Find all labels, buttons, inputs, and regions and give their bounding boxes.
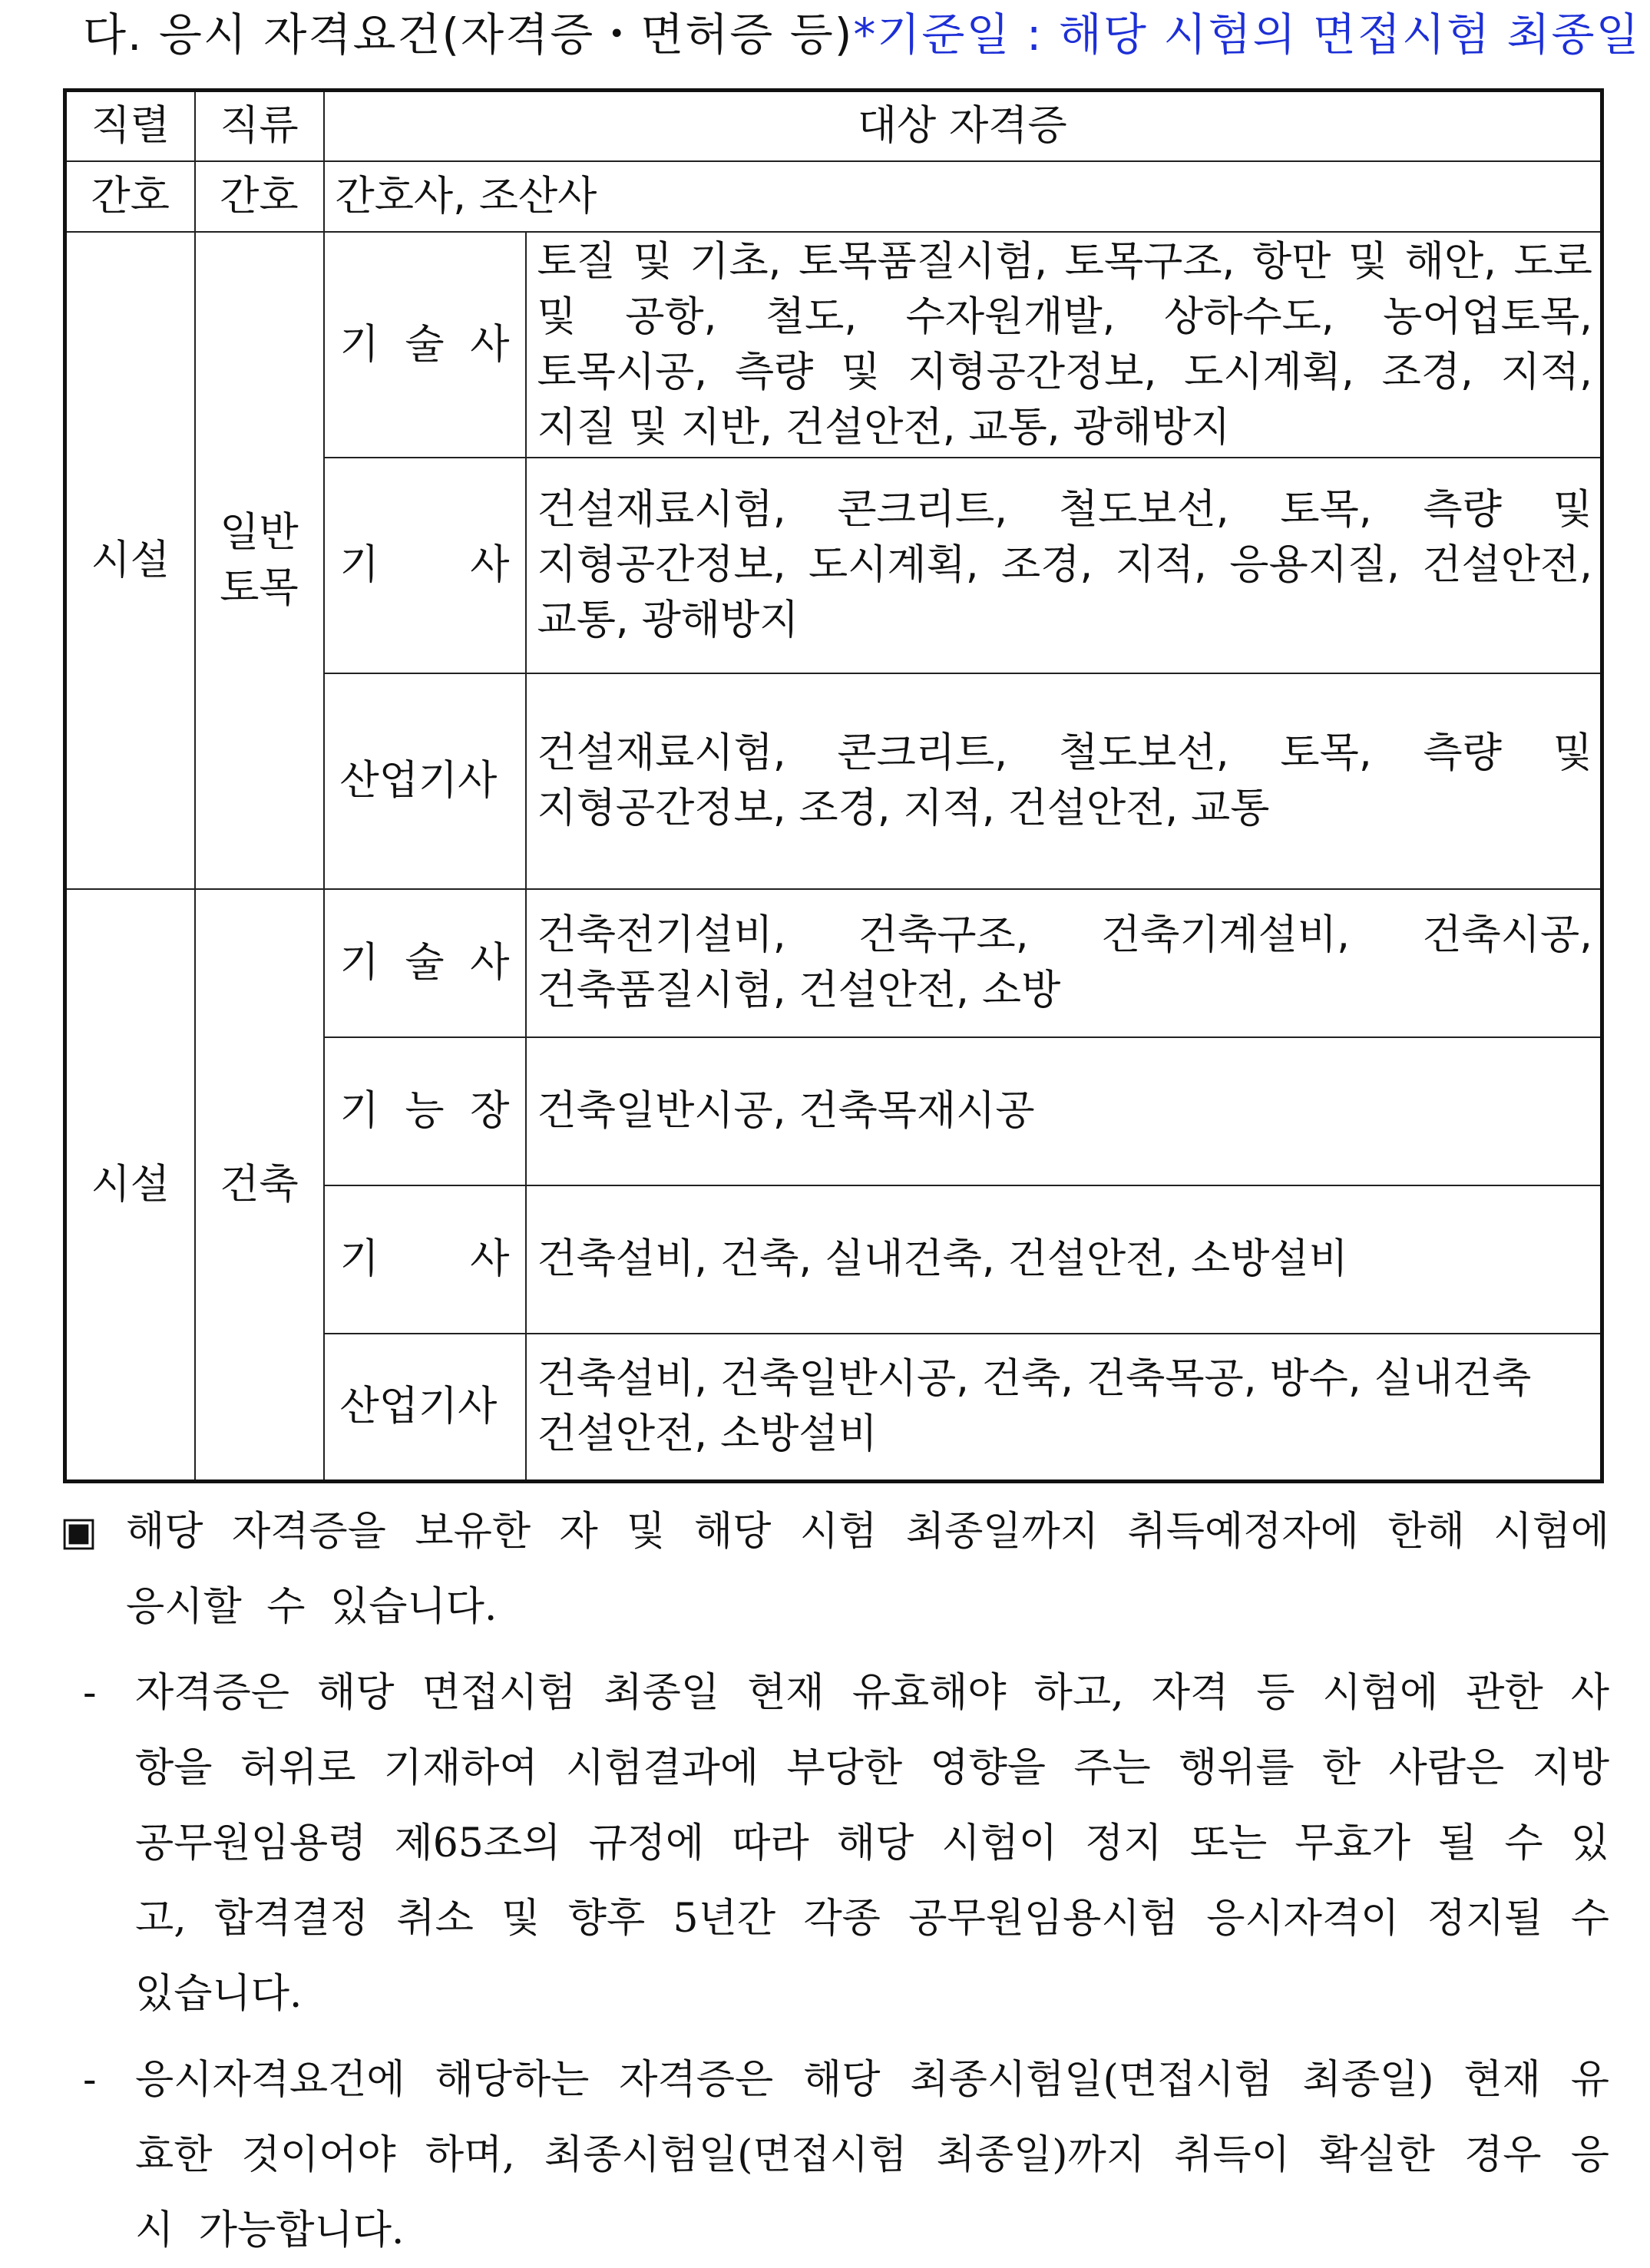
- certs-cell: 건축설비, 건축일반시공, 건축, 건축목공, 방수, 실내건축 건설안전, 소방설비: [526, 1334, 1602, 1482]
- heading-title: 다. 응시 자격요건(자격증・면허증 등): [83, 8, 854, 61]
- grade-cell: [324, 673, 526, 889]
- sub-note: [60, 1655, 1609, 2032]
- table-row: [65, 232, 1602, 458]
- series-cell: 시설: [65, 889, 195, 1482]
- grade-cell: [324, 458, 526, 673]
- grade-label: 기 술 사: [339, 320, 510, 368]
- grade-label: 기 사: [339, 541, 510, 588]
- table-header-row: [65, 91, 1602, 161]
- grade-cell: [324, 232, 526, 458]
- class-cell: 일반 토목: [195, 232, 324, 889]
- dash-bullet: -: [83, 1670, 97, 1716]
- qualification-table: [63, 88, 1604, 1483]
- certs-cell: 건축설비, 건축, 실내건축, 건설안전, 소방설비: [526, 1185, 1602, 1334]
- sub-note: [60, 2042, 1609, 2268]
- header-target-certs: 대상 자격증: [324, 91, 1602, 161]
- sub-note-text: 응시자격요건에 해당하는 자격증은 해당 최종시험일(면접시험 최종일) 현재 유효한 것이어야 하며, 최종시험일(면접시험 최종일)까지 취득이 확실한 경우 응시 가능합니다.: [135, 2057, 1609, 2253]
- grade-cell: [324, 1037, 526, 1185]
- main-note-text: 해당 자격증을 보유한 자 및 해당 시험 최종일까지 취득예정자에 한해 시험에 응시할 수 있습니다.: [126, 1509, 1609, 1630]
- grade-label: 기 술 사: [339, 939, 510, 986]
- certs-cell: 건축일반시공, 건축목재시공: [526, 1037, 1602, 1185]
- series-cell: 간호: [65, 161, 195, 232]
- class-cell: 간호: [195, 161, 324, 232]
- grade-label: 기 사: [339, 1235, 510, 1282]
- grade-label: 산업기사: [339, 757, 498, 804]
- sub-note-text: 자격증은 해당 면접시험 최종일 현재 유효해야 하고, 자격 등 시험에 관한 사항을 허위로 기재하여 시험결과에 부당한 영향을 주는 행위를 한 사람은 지방공무원임용령 제65조의 규정에 따라 해당 시험이 정지 또는 무효가 될 수 있고, 합격결정 취소 및 향후 5년간 각종 공무원임용시험 응시자격이 정지될 수 있습니다.: [135, 1670, 1609, 2017]
- certs-cell: 간호사, 조산사: [324, 161, 1602, 232]
- certs-cell: 건설재료시험, 콘크리트, 철도보선, 토목, 측량 및 지형공간정보, 조경, 지적, 건설안전, 교통: [526, 673, 1602, 889]
- certs-cell: 토질 및 기초, 토목품질시험, 토목구조, 항만 및 해안, 도로 및 공항, 철도, 수자원개발, 상하수도, 농어업토목, 토목시공, 측량 및 지형공간정보, 도시계획, 조경, 지적, 지질 및 지반, 건설안전, 교통, 광해방지: [526, 232, 1602, 458]
- class-cell: 건축: [195, 889, 324, 1482]
- dash-bullet: -: [83, 2057, 97, 2103]
- grade-cell: [324, 1185, 526, 1334]
- grade-label: 산업기사: [339, 1383, 498, 1430]
- header-class: 직류: [195, 91, 324, 161]
- table-row: [65, 889, 1602, 1037]
- grade-label: 기 능 장: [339, 1087, 510, 1134]
- heading-reference-date-note: *기준일 : 해당 시험의 면접시험 최종일: [853, 8, 1641, 61]
- series-cell: 시설: [65, 232, 195, 889]
- main-note: [60, 1494, 1609, 1645]
- certs-cell: 건축전기설비, 건축구조, 건축기계설비, 건축시공, 건축품질시험, 건설안전, 소방: [526, 889, 1602, 1037]
- notes-section: [60, 1494, 1609, 2268]
- section-heading: [83, 5, 1641, 64]
- table-row: [65, 161, 1602, 232]
- certs-cell: 건설재료시험, 콘크리트, 철도보선, 토목, 측량 및 지형공간정보, 도시계획, 조경, 지적, 응용지질, 건설안전, 교통, 광해방지: [526, 458, 1602, 673]
- square-bullet-icon: ▣: [60, 1509, 98, 1555]
- grade-cell: [324, 889, 526, 1037]
- grade-cell: [324, 1334, 526, 1482]
- header-series: 직렬: [65, 91, 195, 161]
